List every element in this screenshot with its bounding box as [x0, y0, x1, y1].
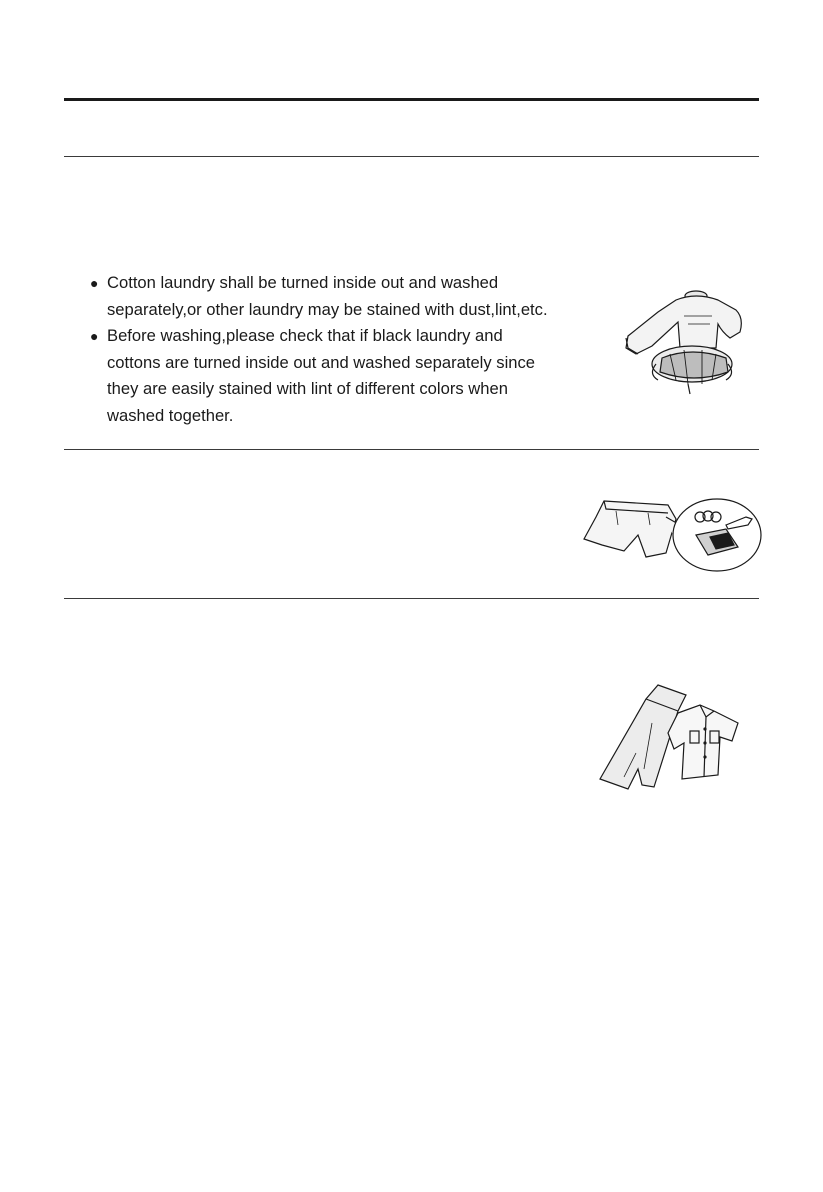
bullet-2-line-3: they are easily stained with lint of different colors when — [107, 379, 508, 398]
header-rule — [64, 98, 759, 101]
bullet-glyph: ● — [90, 328, 99, 344]
section-divider-1 — [64, 156, 759, 157]
section-divider-2 — [64, 449, 759, 450]
bullet-1-line-1: Cotton laundry shall be turned inside out and washed — [107, 273, 499, 292]
bullet-glyph: ● — [90, 275, 99, 291]
section-divider-3 — [64, 598, 759, 599]
shorts-with-pocket-items-icon — [576, 495, 766, 575]
bullet-list — [90, 270, 610, 429]
bullet-2-line-4: washed together. — [107, 405, 234, 425]
bullet-item-2 — [90, 323, 610, 429]
bullet-2-line-2: cottons are turned inside out and washed separately since — [107, 352, 536, 372]
bullet-2-line-1: Before washing,please check that if black laundry and — [107, 326, 503, 345]
sweater-and-laundry-bag-icon — [618, 288, 750, 396]
bullet-1-line-2: separately,or other laundry may be stained with dust,lint,etc. — [107, 299, 548, 319]
bullet-item-1 — [90, 270, 610, 323]
jeans-and-shirt-icon — [598, 683, 753, 791]
